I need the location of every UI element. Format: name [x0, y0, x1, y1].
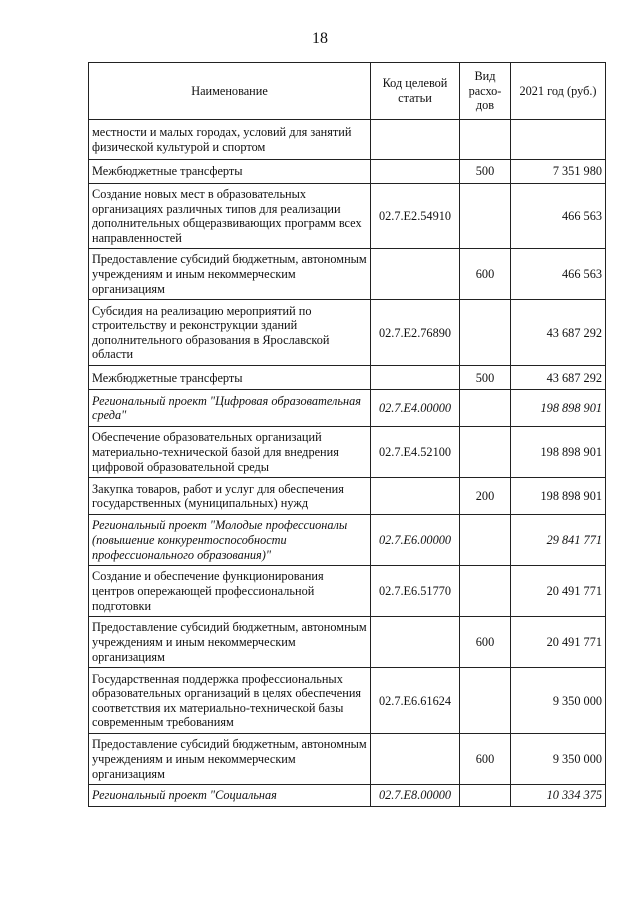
row-amount [511, 120, 606, 160]
row-name: Региональный проект "Молодые профессионалы (повышение конкурентоспособности профессионального образования)" [89, 515, 371, 566]
row-type: 200 [460, 478, 511, 515]
row-name: Государственная поддержка профессиональных образовательных организаций в целях обеспечения соответствия их материально-технической базы современным требованиям [89, 668, 371, 734]
table-row [89, 734, 606, 785]
row-type: 500 [460, 366, 511, 390]
table-row [89, 300, 606, 366]
table-body [89, 120, 606, 807]
row-amount: 20 491 771 [511, 617, 606, 668]
row-amount: 10 334 375 [511, 785, 606, 807]
table-row [89, 785, 606, 807]
row-amount: 9 350 000 [511, 668, 606, 734]
page-number: 18 [312, 30, 328, 47]
row-amount: 43 687 292 [511, 366, 606, 390]
row-type [460, 184, 511, 249]
table-row [89, 160, 606, 184]
row-type [460, 668, 511, 734]
row-name: Региональный проект "Социальная [89, 785, 371, 807]
row-name: Создание новых мест в образовательных организациях различных типов для реализации дополнительных общеразвивающих программ всех направленностей [89, 184, 371, 249]
table-row [89, 184, 606, 249]
row-amount: 198 898 901 [511, 478, 606, 515]
row-code: 02.7.E8.00000 [371, 785, 460, 807]
row-type [460, 785, 511, 807]
row-type: 500 [460, 160, 511, 184]
row-amount: 7 351 980 [511, 160, 606, 184]
row-name: Субсидия на реализацию мероприятий по строительству и реконструкции зданий дополнительного образования в Ярославской области [89, 300, 371, 366]
row-name: Предоставление субсидий бюджетным, автономным учреждениям и иным некоммерческим организациям [89, 617, 371, 668]
header-name: Наименование [89, 63, 371, 120]
row-code: 02.7.E2.76890 [371, 300, 460, 366]
row-type [460, 120, 511, 160]
row-code [371, 366, 460, 390]
row-code: 02.7.E6.00000 [371, 515, 460, 566]
row-amount: 29 841 771 [511, 515, 606, 566]
row-name: Межбюджетные трансферты [89, 366, 371, 390]
row-type [460, 300, 511, 366]
row-type: 600 [460, 617, 511, 668]
row-amount: 43 687 292 [511, 300, 606, 366]
row-name: местности и малых городах, условий для занятий физической культурой и спортом [89, 120, 371, 160]
row-type: 600 [460, 249, 511, 300]
row-amount: 20 491 771 [511, 566, 606, 617]
row-type [460, 390, 511, 427]
row-type: 600 [460, 734, 511, 785]
row-name: Предоставление субсидий бюджетным, автономным учреждениям и иным некоммерческим организациям [89, 734, 371, 785]
table-row [89, 366, 606, 390]
header-code: Код целевой статьи [371, 63, 460, 120]
row-name: Межбюджетные трансферты [89, 160, 371, 184]
row-name: Региональный проект "Цифровая образовательная среда" [89, 390, 371, 427]
table-row [89, 668, 606, 734]
row-code: 02.7.E2.54910 [371, 184, 460, 249]
row-code [371, 120, 460, 160]
row-code: 02.7.E6.51770 [371, 566, 460, 617]
row-code [371, 734, 460, 785]
row-code: 02.7.E4.52100 [371, 427, 460, 478]
header-type: Вид расхо-дов [460, 63, 511, 120]
row-code [371, 617, 460, 668]
row-type [460, 566, 511, 617]
table-header-row [89, 63, 606, 120]
row-name: Предоставление субсидий бюджетным, автономным учреждениям и иным некоммерческим организациям [89, 249, 371, 300]
row-amount: 466 563 [511, 184, 606, 249]
table-row [89, 249, 606, 300]
row-amount: 198 898 901 [511, 390, 606, 427]
row-type [460, 515, 511, 566]
row-code: 02.7.E4.00000 [371, 390, 460, 427]
row-type [460, 427, 511, 478]
row-code [371, 249, 460, 300]
table-row [89, 120, 606, 160]
table-row [89, 617, 606, 668]
table-row [89, 390, 606, 427]
row-name: Создание и обеспечение функционирования центров опережающей профессиональной подготовки [89, 566, 371, 617]
row-code [371, 478, 460, 515]
table-row [89, 427, 606, 478]
row-code: 02.7.E6.61624 [371, 668, 460, 734]
row-amount: 9 350 000 [511, 734, 606, 785]
row-amount: 198 898 901 [511, 427, 606, 478]
row-name: Обеспечение образовательных организаций материально-технической базой для внедрения цифровой образовательной среды [89, 427, 371, 478]
row-code [371, 160, 460, 184]
row-name: Закупка товаров, работ и услуг для обеспечения государственных (муниципальных) нужд [89, 478, 371, 515]
budget-table [88, 62, 606, 807]
table-row [89, 515, 606, 566]
table-row [89, 478, 606, 515]
row-amount: 466 563 [511, 249, 606, 300]
table-row [89, 566, 606, 617]
header-amount: 2021 год (руб.) [511, 63, 606, 120]
